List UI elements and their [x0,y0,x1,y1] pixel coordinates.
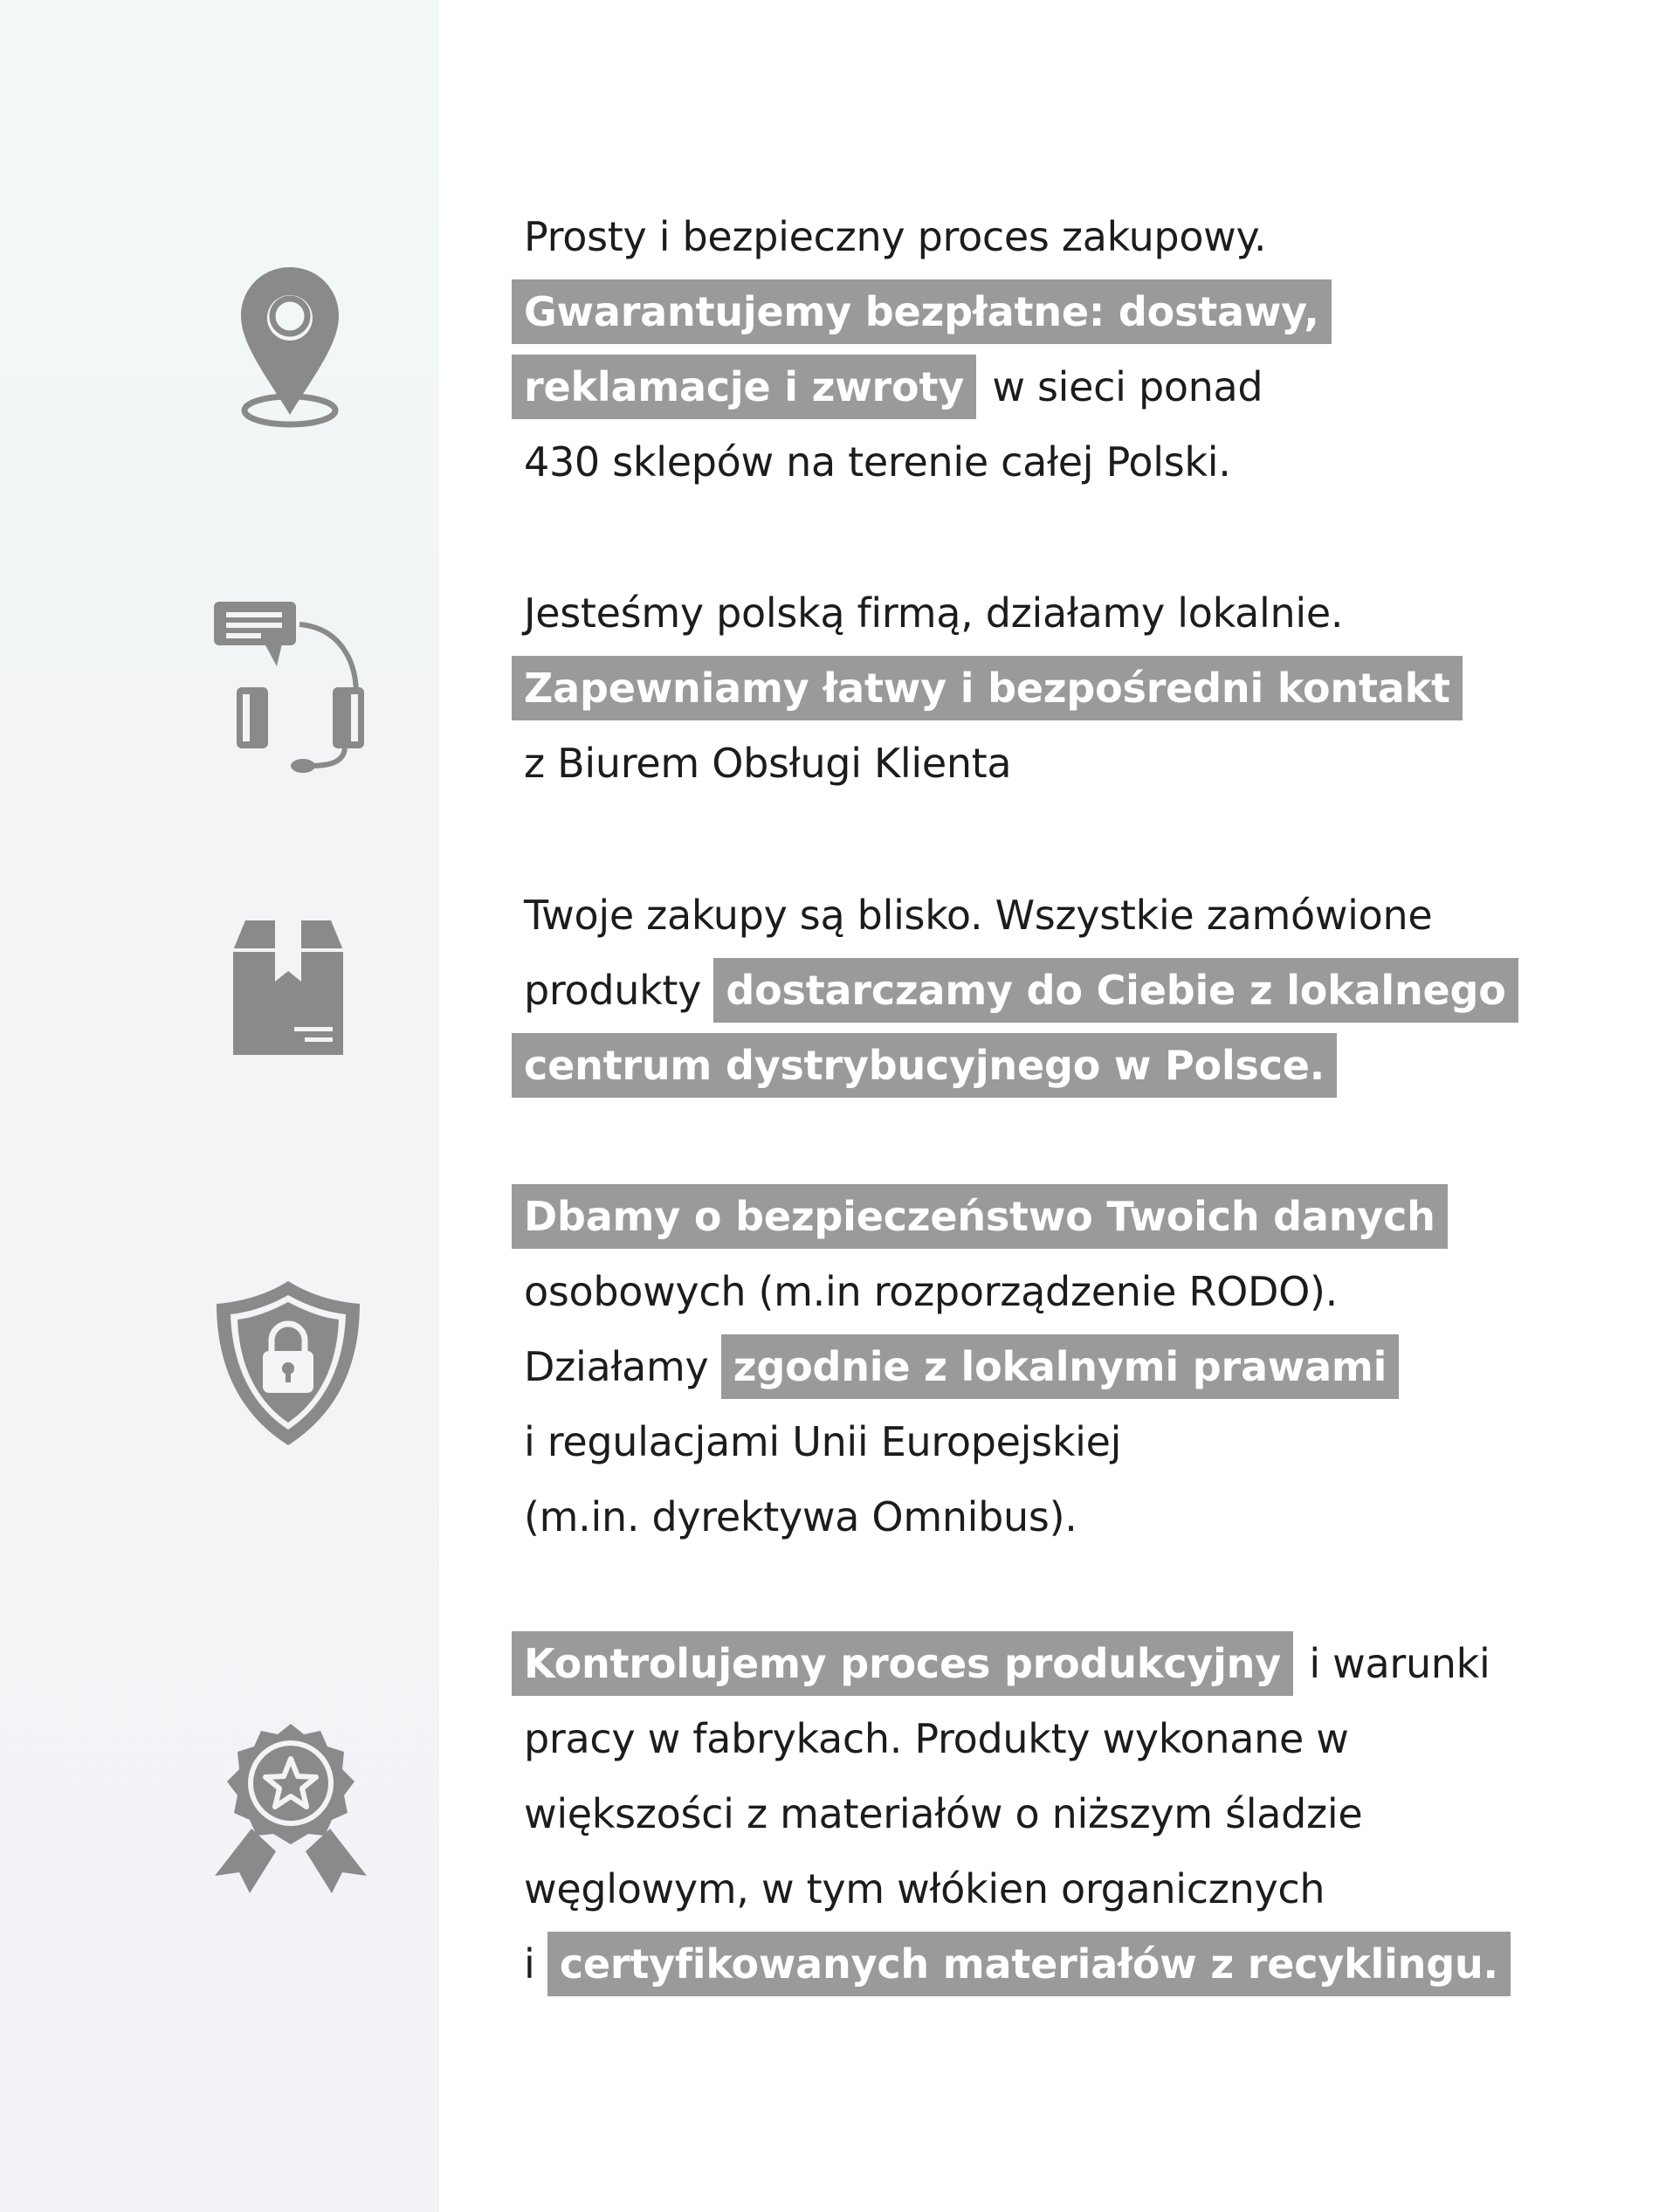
text-line [524,424,1572,500]
text-line [524,1851,1572,1926]
text-segment: Jesteśmy polską firmą, działamy lokalnie. [524,589,1344,637]
customer-support-headset-icon [212,598,369,773]
highlight-segment: dostarczamy do Ciebie z lokalnego [713,958,1518,1023]
text-segment: Twoje zakupy są blisko. Wszystkie zamówione [524,892,1433,939]
text-segment: osobowych (m.in rozporządzenie RODO). [524,1268,1338,1315]
text-segment: Działamy [524,1343,721,1390]
highlight-segment: certyfikowanych materiałów z recyklingu. [547,1932,1511,1996]
certificate-badge-star-icon [208,1722,374,1897]
text-line [524,1776,1572,1851]
text-segment: produkty [524,967,714,1014]
text-line [524,199,1572,274]
text-line [524,1254,1572,1329]
highlight-segment: Kontrolujemy proces produkcyjny [512,1631,1293,1696]
package-box-icon [231,919,345,1058]
text-segment: pracy w fabrykach. Produkty wykonane w [524,1715,1349,1762]
text-line [524,1179,1572,1254]
text-line [524,1626,1572,1701]
text-line [524,1479,1572,1554]
highlight-segment: Dbamy o bezpieczeństwo Twoich danych [512,1184,1448,1249]
text-segment: 430 sklepów na terenie całej Polski. [524,438,1231,486]
text-segment: i regulacjami Unii Europejskiej [524,1418,1122,1465]
text-segment: (m.in. dyrektywa Omnibus). [524,1493,1077,1540]
section-free-delivery [524,199,1572,500]
text-segment: w sieci ponad [980,363,1263,410]
highlight-segment: Gwarantujemy bezpłatne: dostawy, [512,279,1332,344]
text-line [524,1028,1572,1103]
highlight-segment: reklamacje i zwroty [512,355,976,419]
text-line [524,575,1572,651]
location-pin-icon [236,262,345,432]
shield-lock-icon [214,1279,362,1447]
text-line [524,651,1572,726]
text-segment: i [524,1940,547,1988]
section-local-company [524,575,1572,801]
highlight-segment: Zapewniamy łatwy i bezpośredni kontakt [512,656,1463,720]
text-line [524,1329,1572,1404]
text-line [524,953,1572,1028]
text-line [524,349,1572,424]
text-segment: większości z materiałów o niższym śladzie [524,1790,1363,1837]
text-line [524,274,1572,349]
text-line [524,1926,1572,2002]
text-line [524,1404,1572,1479]
text-segment: z Biurem Obsługi Klienta [524,740,1012,787]
text-line [524,878,1572,953]
text-segment: węglowym, w tym włókien organicznych [524,1865,1325,1912]
highlight-segment: centrum dystrybucyjnego w Polsce. [512,1033,1337,1098]
text-line [524,726,1572,801]
section-data-security [524,1179,1572,1554]
highlight-segment: zgodnie z lokalnymi prawami [721,1334,1399,1399]
text-segment: Prosty i bezpieczny proces zakupowy. [524,213,1267,260]
section-production-control [524,1626,1572,2002]
text-line [524,1701,1572,1776]
section-local-distribution [524,878,1572,1103]
text-segment: i warunki [1297,1640,1490,1687]
